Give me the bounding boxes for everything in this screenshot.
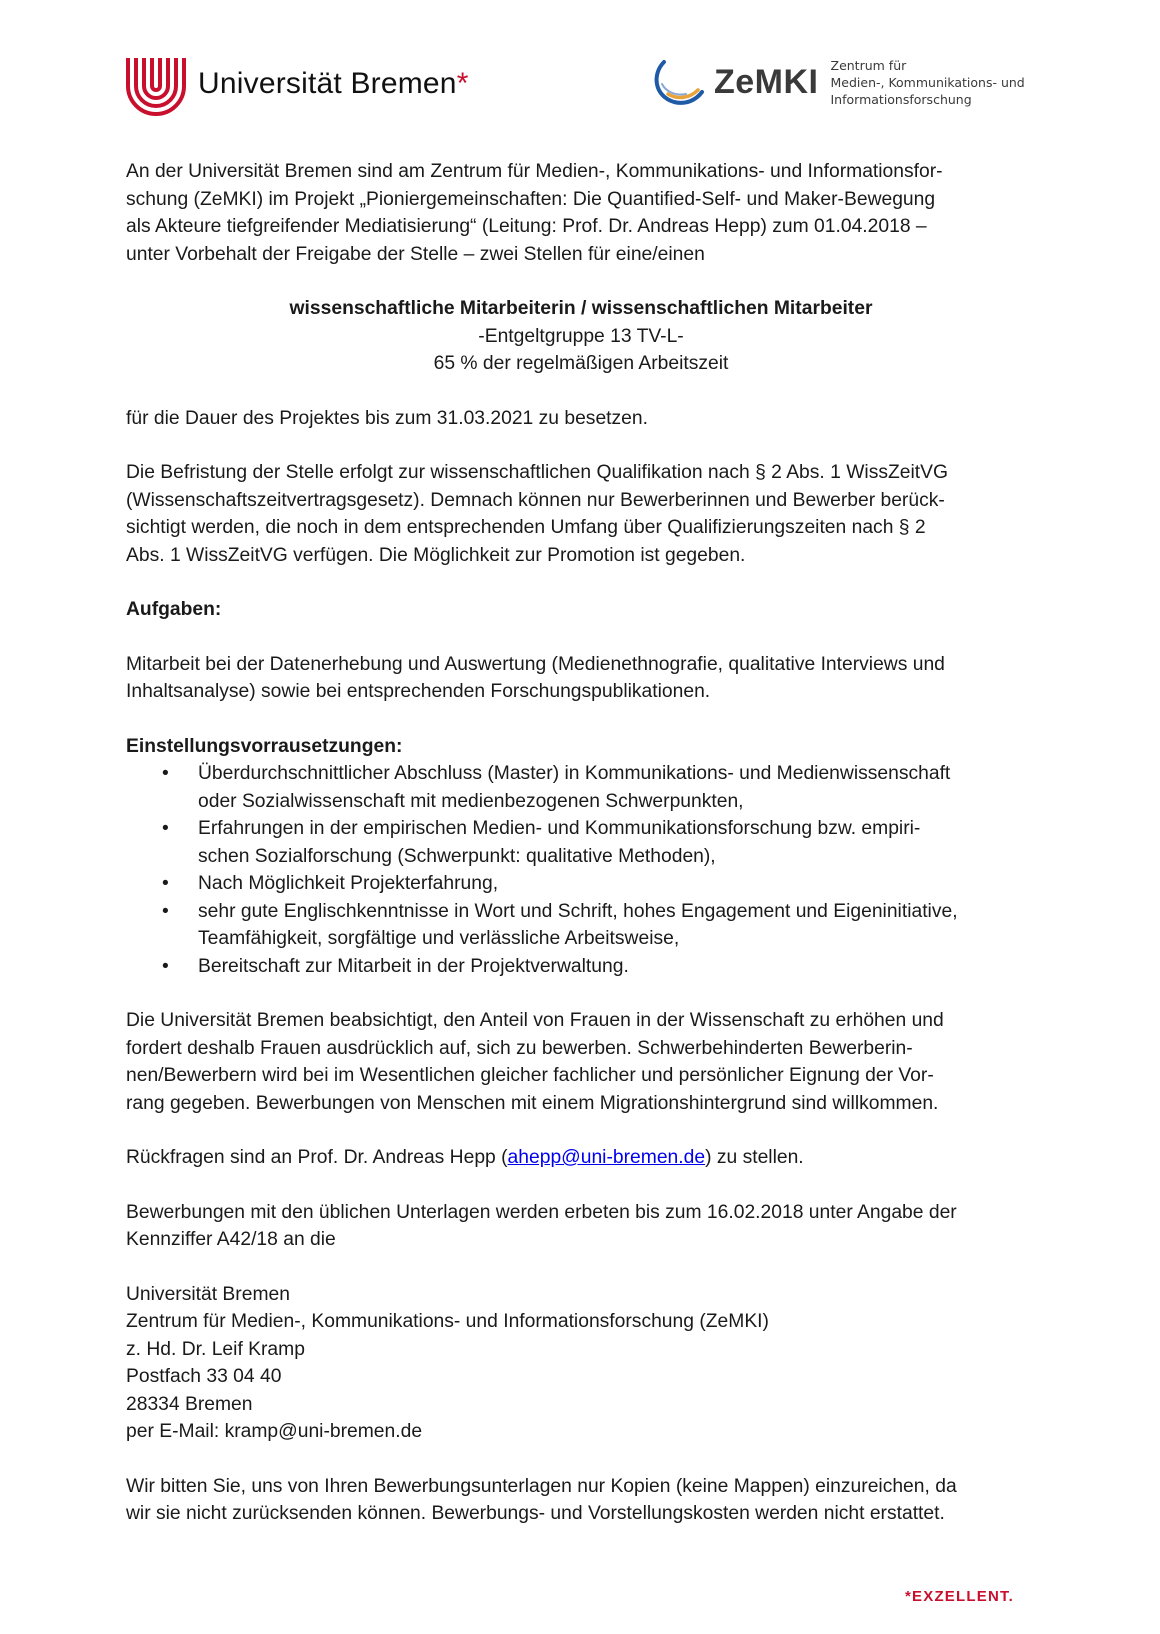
- university-bremen-logo: [124, 52, 469, 116]
- tasks-text: Mitarbeit bei der Datenerhebung und Auswertung (Medienethnografie, qualitative Interviews und Inhaltsanalyse) sowie bei entsprechenden Forschungspublikationen.: [126, 653, 945, 702]
- position-block: [126, 295, 1036, 378]
- equality-paragraph: Die Universität Bremen beabsichtigt, den Anteil von Frauen in der Wissenschaft zu erhöhen und fordert deshalb Frauen ausdrücklich auf, sich zu bewerben. Schwerbehinderten Bewerberin- nen/Bewerbern wird bei im Wesentlichen gleicher fachlicher und persönlicher Eignung der Vor- rang gegeben. Bewerbungen von Menschen mit einem Migrationshintergrund sind willkommen.: [126, 1010, 944, 1114]
- questions-text: Rückfragen sind an Prof. Dr. Andreas Hepp (ahepp@uni-bremen.de) zu stellen.: [126, 1147, 804, 1168]
- tasks-heading: Aufgaben:: [126, 599, 222, 620]
- closing-paragraph: Wir bitten Sie, uns von Ihren Bewerbungsunterlagen nur Kopien (keine Mappen) einzureichen, da wir sie nicht zurücksenden können. Bewerbungs- und Vorstellungskosten werden nicht erstattet.: [126, 1475, 957, 1524]
- exzellent-mark: *EXZELLENT.: [905, 1588, 1015, 1605]
- zemki-subtitle: Zentrum für Medien-, Kommunikations- und Informationsforschung: [830, 57, 1025, 107]
- hepp-email-link[interactable]: ahepp@uni-bremen.de: [507, 1147, 706, 1168]
- application-paragraph: Bewerbungen mit den üblichen Unterlagen werden erbeten bis zum 16.02.2018 unter Angabe der Kennziffer A42/18 an die: [126, 1201, 957, 1250]
- university-name: Universität Bremen*: [198, 67, 469, 100]
- requirements-heading: Einstellungsvorrausetzungen:: [126, 735, 403, 757]
- list-item: • Erfahrungen in der empirischen Medien- und Kommunikationsforschung bzw. empiri- schen Sozialforschung (Schwerpunkt: qualitative Methoden),: [126, 815, 1036, 870]
- intro-paragraph: An der Universität Bremen sind am Zentrum für Medien-, Kommunikations- und Informationsfor- schung (ZeMKI) im Projekt „Pioniergemeinschaften: Die Quantified-Self- und Maker-Bewegung als Akteure tiefgreifender Mediatisierung“ (Leitung: Prof. Dr. Andreas Hepp) zum 01.04.2018 – unter Vorbehalt der Freigabe der Stelle – zwei Stellen für eine/einen: [126, 161, 943, 265]
- job-posting: [126, 158, 1036, 1528]
- duration-text: für die Dauer des Projektes bis zum 31.03.2021 zu besetzen.: [126, 407, 648, 429]
- zemki-logo: [650, 54, 1025, 110]
- limitation-paragraph: Die Befristung der Stelle erfolgt zur wissenschaftlichen Qualifikation nach § 2 Abs. 1 WissZeitVG (Wissenschaftszeitvertragsgesetz). Demnach können nur Bewerberinnen und Bewerber berück- sichtigt werden, die noch in dem entsprechenden Umfang über Qualifizierungszeiten nach § 2 Abs. 1 WissZeitVG verfügen. Die Möglichkeit zur Promotion ist gegeben.: [126, 462, 948, 566]
- list-item: • Bereitschaft zur Mitarbeit in der Projektverwaltung.: [126, 953, 1036, 981]
- pay-group: -Entgeltgruppe 13 TV-L-: [478, 325, 684, 347]
- position-title: wissenschaftliche Mitarbeiterin / wissenschaftlichen Mitarbeiter: [289, 298, 873, 319]
- list-item: • Überdurchschnittlicher Abschluss (Master) in Kommunikations- und Medienwissenschaft oder Sozialwissenschaft mit medienbezogenen Schwerpunkten,: [126, 760, 1036, 815]
- letterhead: [0, 0, 1160, 140]
- zemki-swoosh-icon: [650, 54, 706, 110]
- postal-address: Universität Bremen Zentrum für Medien-, Kommunikations- und Informationsforschung (ZeMKI) z. Hd. Dr. Leif Kramp Postfach 33 04 40 28334 Bremen per E-Mail: kramp@uni-bremen.de: [126, 1283, 769, 1442]
- working-hours: 65 % der regelmäßigen Arbeitszeit: [433, 353, 729, 374]
- requirements-list: [126, 760, 1036, 980]
- list-item: • Nach Möglichkeit Projekterfahrung,: [126, 870, 1036, 898]
- zemki-name: ZeMKI: [714, 62, 819, 101]
- university-bremen-emblem-icon: [124, 52, 188, 116]
- list-item: • sehr gute Englischkenntnisse in Wort und Schrift, hohes Engagement und Eigeninitiative, Teamfähigkeit, sorgfältige und verlässliche Arbeitsweise,: [126, 898, 1036, 953]
